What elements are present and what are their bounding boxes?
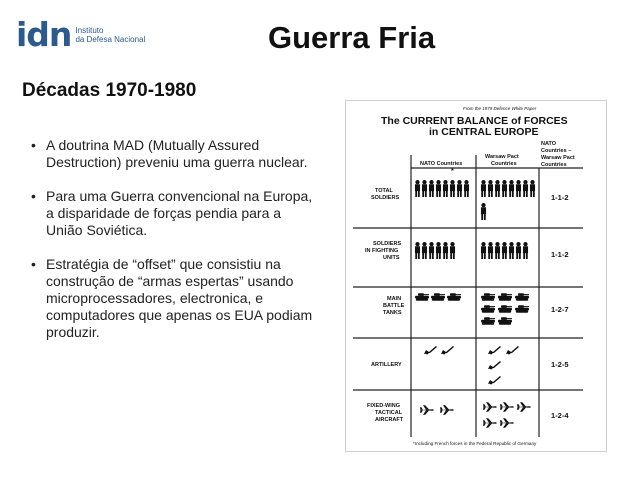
figure-svg <box>345 100 607 452</box>
row-label-tanks-3: TANKS <box>383 310 402 316</box>
slide-subtitle: Décadas 1970-1980 <box>22 80 197 101</box>
header-warsaw-1: Warsaw Pact <box>485 154 519 160</box>
logo-text <box>75 26 145 44</box>
slide-title: Guerra Fria <box>268 20 436 55</box>
figure-footnote: *Including French forces in the Federal Republic of Germany <box>413 441 537 446</box>
header-ratio-3: Warsaw Pact <box>541 155 575 161</box>
header-nato: NATO Countries <box>420 161 463 167</box>
figure-title-line-1: The CURRENT BALANCE of FORCES <box>381 115 568 127</box>
ratio-soldiers: 1-1-2 <box>551 193 569 202</box>
ratio-artillery: 1-2-5 <box>551 360 569 369</box>
row-label-tanks-2: BATTLE <box>383 303 405 309</box>
logo-line-2: da Defesa Nacional <box>75 34 146 44</box>
row-label-soldiers-1: TOTAL <box>375 188 393 194</box>
bullet-item: • A doutrina MAD (Mutually Assured Destruction) preveniu uma guerra nuclear. <box>46 137 316 171</box>
row-label-fighting-1: SOLDIERS <box>373 241 402 247</box>
bullet-item: • Para uma Guerra convencional na Europa, a disparidade de forças pendia para a União Soviética. <box>46 188 316 239</box>
row-label-aircraft-1: FIXED-WING <box>367 403 400 409</box>
header-nato-mark: * <box>451 168 454 175</box>
row-label-fighting-2: IN FIGHTING <box>365 248 399 254</box>
header-ratio-2: Countries – <box>541 148 572 154</box>
ratio-fighting: 1-1-2 <box>551 250 569 259</box>
logo-mark: idn <box>16 15 72 54</box>
row-label-fighting-3: UNITS <box>383 255 400 261</box>
row-label-soldiers-2: SOLDIERS <box>371 195 400 201</box>
ratio-aircraft: 1-2-4 <box>551 411 569 420</box>
idn-logo <box>16 15 146 54</box>
figure-title-line-2: in CENTRAL EUROPE <box>429 126 539 138</box>
figure-source: From the 1979 Defence White Paper <box>463 106 537 111</box>
bullet-item: • Estratégia de “offset” que consistiu na construção de “armas espertas” usando microprocessadores, electronica, e computadores que apenas os EUA podiam produzir. <box>46 256 316 341</box>
header-warsaw-2: Countries <box>491 161 517 167</box>
bullet-list <box>46 137 316 358</box>
ratio-tanks: 1-2-7 <box>551 305 569 314</box>
header-ratio-1: NATO <box>541 141 557 147</box>
row-label-tanks-1: MAIN <box>387 296 402 302</box>
nato-tank-icons <box>415 293 461 301</box>
row-label-aircraft-2: TACTICAL <box>375 410 403 416</box>
row-label-aircraft-3: AIRCRAFT <box>375 417 404 423</box>
balance-of-forces-figure <box>345 100 607 452</box>
header-ratio-4: Countries <box>541 162 567 168</box>
logo-line-1: Instituto <box>75 25 104 35</box>
row-label-artillery: ARTILLERY <box>371 362 402 368</box>
